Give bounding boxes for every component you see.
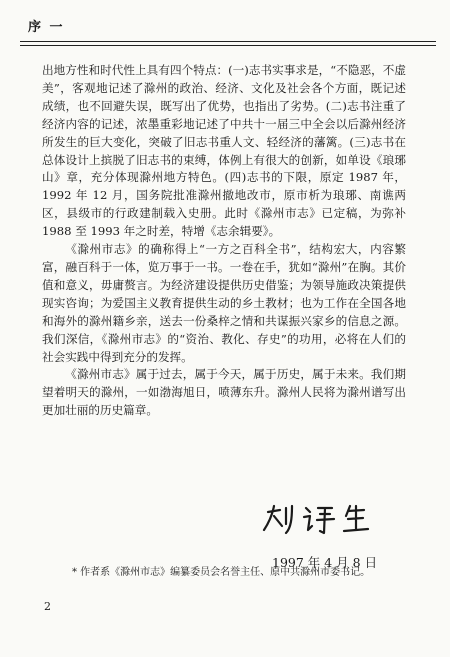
footnote: * 作者系《滁州市志》编纂委员会名誉主任、原中共滁州市委书记。 (72, 567, 371, 578)
header-rule (20, 41, 436, 42)
date: 1997 年 4 月 8 日 (272, 555, 378, 570)
header-rule-thin (20, 45, 436, 46)
page-number: 2 (44, 600, 51, 613)
handwritten-signature (262, 502, 392, 536)
paragraph: 《滁州市志》的确称得上“一方之百科全书”，结构宏大，内容繁富，融百科于一体，览万事于一书。一卷在手，犹如“滁州”在胸。其价值和意义，毋庸赘言。为经济建设提供历史借鉴；为领导施政决策提供现实咨询；为爱国主义教育提供生动的乡土教材；也为工作在全国各地和海外的滁州籍乡亲，送去一份桑梓之情和共谋振兴家乡的信息之源。我们深信，《滁州市志》的“资治、教化、存史”的功用，必将在人们的社会实践中得到充分的发挥。 (42, 242, 406, 364)
paragraph: 《滁州市志》属于过去，属于今天，属于历史，属于未来。我们期望着明天的滁州，一如渤海旭日，喷薄东升。滁州人民将为滁州谱写出更加壮丽的历史篇章。 (42, 367, 406, 418)
paragraph-continued: 出地方性和时代性上具有四个特点：(一)志书实事求是，“不隐恶，不虚美”，客观地记述了滁州的政治、经济、文化及社会各个方面，既记述成绩，也不回避失误，既写出了优势，也指出了劣势。(二)志书注重了经济内容的记述，浓墨重彩地记述了中共十一届三中全会以后滁州经济所发生的巨大变化，突破了旧志书重人文、轻经济的藩篱。(三)志书在总体设计上摈脱了旧志书的束缚，体例上有很大的创新，如单设《琅琊山》章，充分体现滁州地方特色。(四)志书的下限，原定 1987 年，1992 年 12 月，国务院批准滁州撤地改市，原市析为琅琊、南谯两区，县级市的行政建制载入史册。此时《滁州市志》已定稿，为弥补 1988 至 1993 年之时差，特增《志余辑要》。 (42, 63, 406, 239)
body-text (42, 62, 406, 420)
running-head: 序 一 (28, 20, 65, 35)
